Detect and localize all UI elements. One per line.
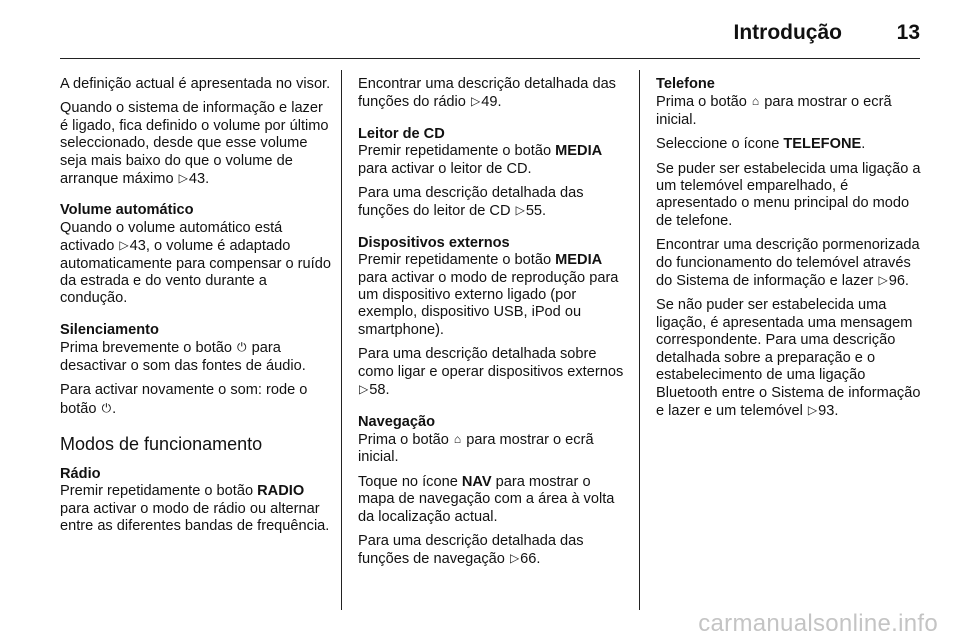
paragraph: Prima brevemente o botão ⏻ para desactivar o som das fontes de áudio.: [60, 340, 306, 374]
section-heading-modes: Modos de funcionamento: [60, 433, 263, 454]
subheading-phone: Telefone: [656, 76, 715, 92]
paragraph: Para activar novamente o som: rode o botão ⏻.: [60, 382, 308, 417]
paragraph: Seleccione o ícone TELEFONE.: [656, 136, 866, 153]
paragraph: Premir repetidamente o botão RADIO para activar o modo de rádio ou alternar entre as diferentes bandas de frequência.: [60, 483, 330, 535]
power-knob-icon: ⏻: [237, 340, 247, 355]
paragraph: Para uma descrição detalhada das funções de navegação ▷66.: [358, 532, 584, 568]
page-reference-arrow-icon: ▷: [807, 402, 818, 417]
column-1: [60, 76, 332, 543]
paragraph: Para uma descrição detalhada das funções do leitor de CD ▷55.: [358, 185, 584, 220]
paragraph: Para uma descrição detalhada sobre como ligar e operar dispositivos externos ▷58.: [358, 346, 624, 399]
paragraph: Quando o volume automático está activado ▷43, o volume é adaptado automaticamente para compensar o ruído da estrada e do vento durante a condução.: [60, 219, 331, 307]
page-reference-arrow-icon: ▷: [515, 203, 525, 218]
page-reference-arrow-icon: ▷: [878, 273, 888, 288]
paragraph: Toque no ícone NAV para mostrar o mapa de navegação com a área à volta da localização actual.: [358, 473, 615, 525]
page-reference-arrow-icon: ▷: [119, 238, 129, 253]
button-name-media: MEDIA: [555, 143, 603, 160]
page-number: 13: [896, 21, 920, 44]
paragraph: Encontrar uma descrição detalhada das funções do rádio ▷49.: [358, 76, 616, 111]
paragraph: Premir repetidamente o botão MEDIA para activar o modo de reprodução para um dispositivo externo ligado (por exemplo, dispositivo USB, iPod ou smartphone).: [358, 252, 619, 338]
paragraph: Encontrar uma descrição pormenorizada do funcionamento do telemóvel através do Sistema de informação e lazer ▷96.: [656, 237, 920, 290]
watermark: carmanualsonline.info: [698, 610, 938, 637]
button-name-media: MEDIA: [555, 252, 603, 269]
button-name-radio: RADIO: [257, 483, 305, 500]
home-button-icon: ⌂: [751, 94, 760, 109]
paragraph: A definição actual é apresentada no visor.: [60, 76, 331, 92]
page-header: [0, 12, 960, 56]
page-reference-arrow-icon: ▷: [359, 382, 369, 397]
subheading-external-devices: Dispositivos externos: [358, 234, 510, 251]
subheading-volume: Volume automático: [60, 202, 194, 219]
column-divider-1: [341, 70, 342, 610]
paragraph: Se puder ser estabelecida uma ligação a um telemóvel emparelhado, é apresentado o menu principal do modo de telefone.: [656, 160, 921, 229]
paragraph: Se não puder ser estabelecida uma ligação, é apresentada uma mensagem correspondente. Para uma descrição detalhada sobre a preparação e o estabelecimento de uma ligação Bluetooth entre o Sistema de informação e lazer e um telemóvel ▷93.: [656, 297, 921, 419]
paragraph: Quando o sistema de informação e lazer é ligado, fica definido o volume por último seleccionado, desde que esse volume seja mais baixo do que o volume de arranque máximo ▷43.: [60, 100, 329, 188]
icon-name-nav: NAV: [461, 473, 492, 490]
column-divider-2: [639, 70, 640, 610]
subheading-mute: Silenciamento: [60, 321, 159, 338]
paragraph: Premir repetidamente o botão MEDIA para activar o leitor de CD.: [358, 143, 603, 177]
icon-name-telefone: TELEFONE: [783, 136, 862, 153]
subheading-cd: Leitor de CD: [358, 125, 445, 142]
power-knob-icon: ⏻: [101, 400, 112, 415]
paragraph: Prima o botão ⌂ para mostrar o ecrã inicial.: [358, 431, 594, 466]
page-reference-arrow-icon: ▷: [178, 171, 188, 186]
header-divider: [60, 58, 920, 59]
column-3: [656, 76, 928, 427]
page-reference-arrow-icon: ▷: [470, 94, 481, 109]
home-button-icon: ⌂: [453, 431, 462, 446]
column-2: [358, 76, 626, 576]
page-reference-arrow-icon: ▷: [509, 551, 520, 566]
subheading-radio: Rádio: [60, 465, 101, 482]
subheading-navigation: Navegação: [358, 413, 436, 430]
section-title: Introdução: [733, 21, 842, 44]
paragraph: Prima o botão ⌂ para mostrar o ecrã inicial.: [656, 94, 892, 128]
